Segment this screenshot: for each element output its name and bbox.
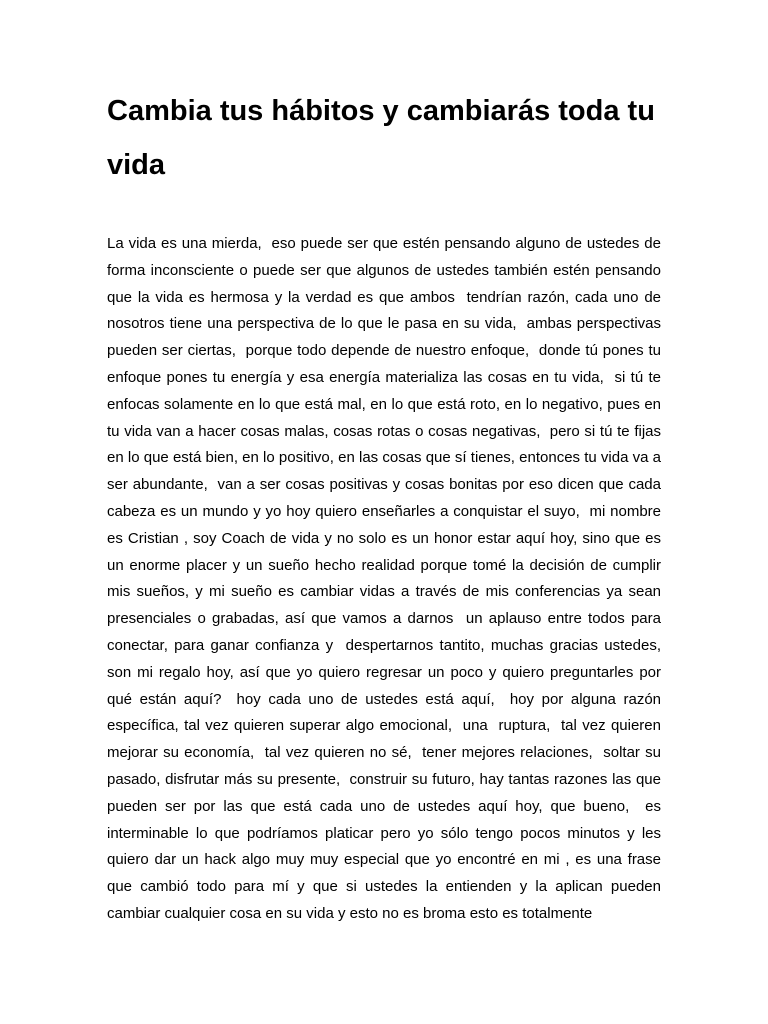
document-title: Cambia tus hábitos y cambiarás toda tu vida — [107, 95, 655, 181]
document-body-paragraph: La vida es una mierda, eso puede ser que estén pensando alguno de ustedes de forma inconsciente o puede ser que algunos de ustedes también estén pensando que la vida es hermosa y la verdad es que ambos tendrían razón, cada uno de nosotros tiene una perspectiva de lo que le pasa en su vida, ambas perspectivas pueden ser ciertas, porque todo depende de nuestro enfoque, donde tú pones tu enfoque pones tu energía y esa energía materializa las cosas en tu vida, si tú te enfocas solamente en lo que está mal, en lo que está roto, en lo negativo, pues en tu vida van a hacer cosas malas, cosas rotas o cosas negativas, pero si tú te fijas en lo que está bien, en lo positivo, en las cosas que sí tienes, entonces tu vida va a ser abundante, van a ser cosas positivas y cosas bonitas por eso dicen que cada cabeza es un mundo y yo hoy quiero enseñarles a conquistar el suyo, mi nombre es Cristian , soy Coach de vida y no solo es un honor estar aquí hoy, sino que es un enorme placer y un sueño hecho realidad porque tomé la decisión de cumplir mis sueños, y mi sueño es cambiar vidas a través de mis conferencias ya sean presenciales o grabadas, así que vamos a darnos un aplauso entre todos para conectar, para ganar confianza y despertarnos tantito, muchas gracias ustedes, son mi regalo hoy, así que yo quiero regresar un poco y quiero preguntarles por qué están aquí? hoy cada uno de ustedes está aquí, hoy por alguna razón específica, tal vez quieren superar algo emocional, una ruptura, tal vez quieren mejorar su economía, tal vez quieren no sé, tener mejores relaciones, soltar su pasado, disfrutar más su presente, construir su futuro, hay tantas razones las que pueden ser por las que está cada uno de ustedes aquí hoy, que bueno, es interminable lo que podríamos platicar pero yo sólo tengo pocos minutos y les quiero dar un hack algo muy muy especial que yo encontré en mi , es una frase que cambió todo para mí y que si ustedes la entienden y la aplican pueden cambiar cualquier cosa en su vida y esto no es broma esto es totalmente — [107, 235, 666, 922]
